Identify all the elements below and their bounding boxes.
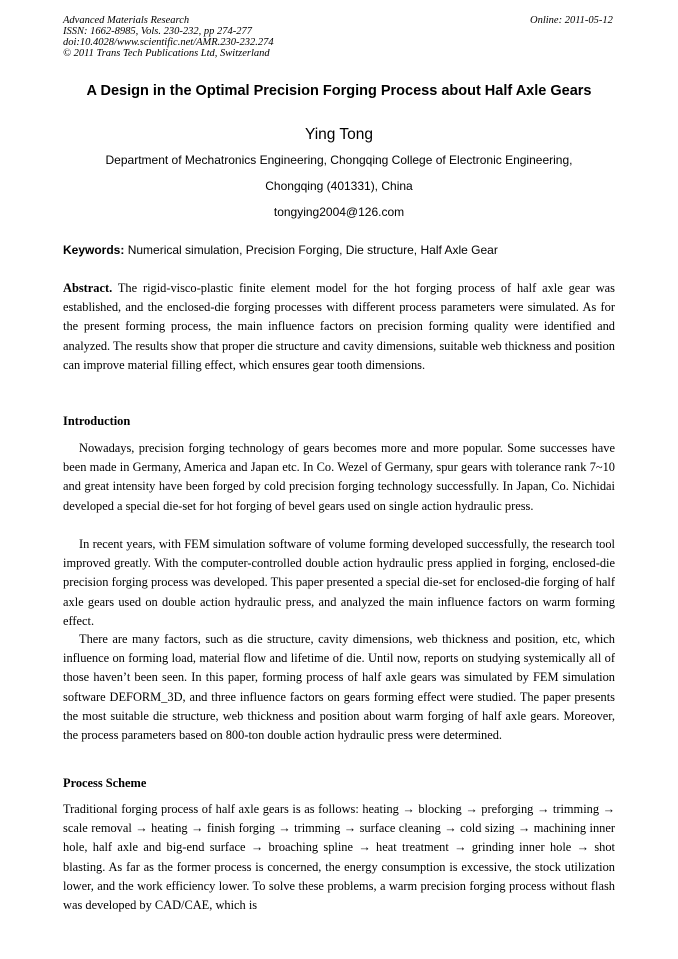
online-date: Online: 2011-05-12 xyxy=(530,15,613,26)
abstract xyxy=(63,279,615,375)
paper-title: A Design in the Optimal Precision Forging Process about Half Axle Gears xyxy=(86,83,592,99)
issn-line: ISSN: 1662-8985, Vols. 230-232, pp 274-277 xyxy=(63,26,252,37)
intro-paragraph-1: Nowadays, precision forging technology of gears becomes more and more popular. Some successes have been made in Germany, America and Japan etc. In Co. Wezel of Germany, spur gears with tolerance rank 7~10 and great intensity have been forged by cold precision forging technology successfully. In Japan, Co. Nichidai developed a special die-set for hot forging of bevel gears used on single action hydraulic press. xyxy=(63,441,615,513)
keywords-text: Numerical simulation, Precision Forging, Die structure, Half Axle Gear xyxy=(127,243,498,257)
keywords-label: Keywords: xyxy=(63,243,125,257)
author-name: Ying Tong xyxy=(304,126,374,143)
affiliation-line-2: Chongqing (401331), China xyxy=(265,179,413,193)
intro-paragraph-2: In recent years, with FEM simulation software of volume forming developed successfully, the research tool improved greatly. With the computer-controlled double action hydraulic press applied in forging, enclosed-die precision forging process was developed. This paper presented a special die-set for enclosed-die forging of half axle gears used on double action hydraulic press, and analyzed the main influence factors on warm forming effect. xyxy=(63,537,615,628)
journal-header xyxy=(63,15,274,59)
doi-line: doi:10.4028/www.scientific.net/AMR.230-232.274 xyxy=(63,37,274,48)
abstract-text: The rigid-visco-plastic finite element model for the hot forging process of half axle gear was established, and the enclosed-die forging processes with different process parameters were simulated. As for the present forming process, the main influence factors on precision forming quality were identified and analyzed. The results show that proper die structure and cavity dimensions, suitable web thickness and position can improve material filling effect, which ensures gear tooth dimensions. xyxy=(63,281,616,372)
journal-name: Advanced Materials Research xyxy=(63,15,190,26)
affiliation-line-1: Department of Mechatronics Engineering, Chongqing College of Electronic Engineering, xyxy=(105,153,573,167)
copyright-line: © 2011 Trans Tech Publications Ltd, Switzerland xyxy=(63,48,270,59)
process-scheme-heading: Process Scheme xyxy=(63,776,147,790)
author-email: tongying2004@126.com xyxy=(273,205,405,219)
abstract-label: Abstract. xyxy=(63,281,113,295)
keywords xyxy=(63,243,623,257)
intro-paragraph-3: There are many factors, such as die structure, cavity dimensions, web thickness and position, etc, which influence on forming load, material flow and lifetime of die. Until now, reports on studying systemically all of those haven’t been seen. In this paper, forming process of half axle gears was simulated by FEM simulation software DEFORM_3D, and three influence factors on gears forming effect were studied. The paper presents the most suitable die structure, web thickness and position about warm forging of half axle gears. Moreover, the process parameters based on 800-ton double action hydraulic press were determined. xyxy=(63,632,615,743)
introduction-heading: Introduction xyxy=(63,414,131,428)
process-scheme-paragraph: Traditional forging process of half axle gears is as follows: heating → blocking → preforging → trimming → scale removal → heating → finish forging → trimming → surface cleaning → cold sizing → machining inner hole, half axle and big-end surface → broaching spline → heat treatment → grinding inner hole → shot blasting. As far as the former process is concerned, the energy consumption is excessive, the stock utilization lower, and the work efficiency lower. To solve these problems, a warm precision forging process without flash was developed by CAD/CAE, which is xyxy=(63,802,615,913)
